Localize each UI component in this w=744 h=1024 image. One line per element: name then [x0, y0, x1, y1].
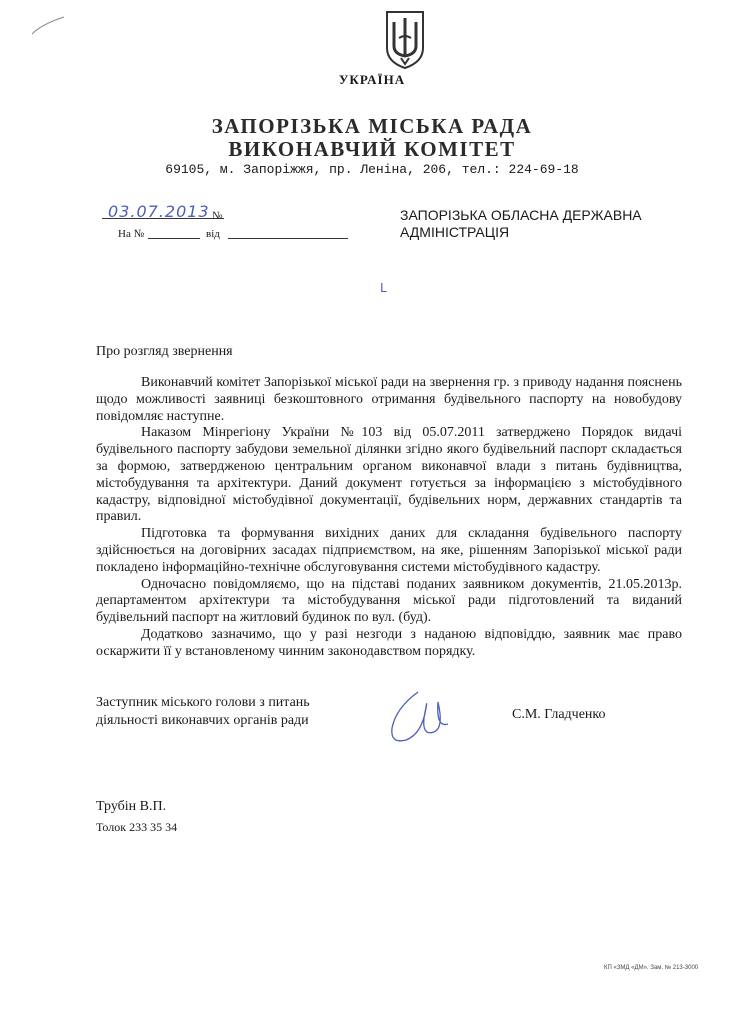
- recipient-block: [400, 207, 700, 241]
- reference-date-line: [228, 238, 348, 239]
- reference-number-line: [148, 238, 200, 239]
- council-address: 69105, м. Запоріжжя, пр. Леніна, 206, тел.: 224-69-18: [165, 162, 579, 177]
- body-paragraph: Одночасно повідомляємо, що на підставі поданих заявником документів, 21.05.2013р. департаментом архітектури та містобудування міської ради підготовлений та виданий будівельний паспорт на житловий будинок по вул. (буд).: [96, 576, 682, 626]
- country-name: УКРАЇНА: [338, 72, 406, 87]
- body-paragraph: Додатково зазначимо, що у разі незгоди з наданою відповіддю, заявник має право оскаржити її у встановленому чинним законодавством порядку.: [96, 626, 682, 659]
- body-paragraph: Виконавчий комітет Запорізької міської ради на звернення гр. з приводу надання пояснень щодо можливості заявниці безкоштовного отримання будівельного паспорту на новобудову повідомляє наступне.: [96, 375, 682, 424]
- handwritten-mark: L: [380, 281, 387, 295]
- executor-name: Трубін В.П.: [96, 799, 167, 814]
- print-footer: КП «ЗМД «ДМ». Зам. № 213-3000: [604, 965, 699, 971]
- recipient-line: ЗАПОРІЗЬКА ОБЛАСНА ДЕРЖАВНА: [400, 207, 642, 223]
- outgoing-date-line: [102, 218, 224, 219]
- number-sign: №: [212, 210, 223, 222]
- council-name: ЗАПОРІЗЬКА МІСЬКА РАДА: [211, 114, 533, 138]
- signatory-title-line: Заступник міського голови з питань: [96, 695, 310, 710]
- body-paragraph: Наказом Мінрегіону України №103 від 05.07.2011 затверджено Порядок видачі будівельного паспорту забудови земельної ділянки згідно якого будівельний паспорт складається за формою, затвердженою центральним органом виконавчої влади з питань будівництва, містобудування та архітектури. Даний документ готується за інформацією з містобудівного кадастру, відповідної містобудівної документації, будівельних норм, державних стандартів та правил.: [96, 425, 682, 525]
- handwritten-signature: [378, 688, 458, 748]
- recipient-line: АДМІНІСТРАЦІЯ: [400, 224, 510, 240]
- signatory-name: С.М. Гладченко: [512, 707, 606, 722]
- reference-from-label: від: [206, 228, 220, 240]
- executor-phone: Толок 233 35 34: [96, 820, 178, 834]
- coat-of-arms-icon: [383, 8, 427, 70]
- corner-pen-mark: [30, 14, 66, 36]
- outgoing-date-handwritten: 03.07.2013: [108, 202, 210, 221]
- committee-name: ВИКОНАВЧИЙ КОМІТЕТ: [228, 137, 516, 161]
- signatory-title-line: діяльності виконавчих органів ради: [96, 713, 309, 728]
- reference-number-label: На №: [118, 228, 145, 240]
- body-paragraph: Підготовка та формування вихідних даних для складання будівельного паспорту здійснюється на договірних засадах підприємством, на яке, рішенням Запорізької міської ради покладено інформаційно-технічне обслуговування системи містобудівного кадастру.: [96, 526, 682, 575]
- signatory-title: [96, 694, 356, 730]
- letter-body: [96, 375, 682, 661]
- letter-subject: Про розгляд звернення: [96, 344, 233, 359]
